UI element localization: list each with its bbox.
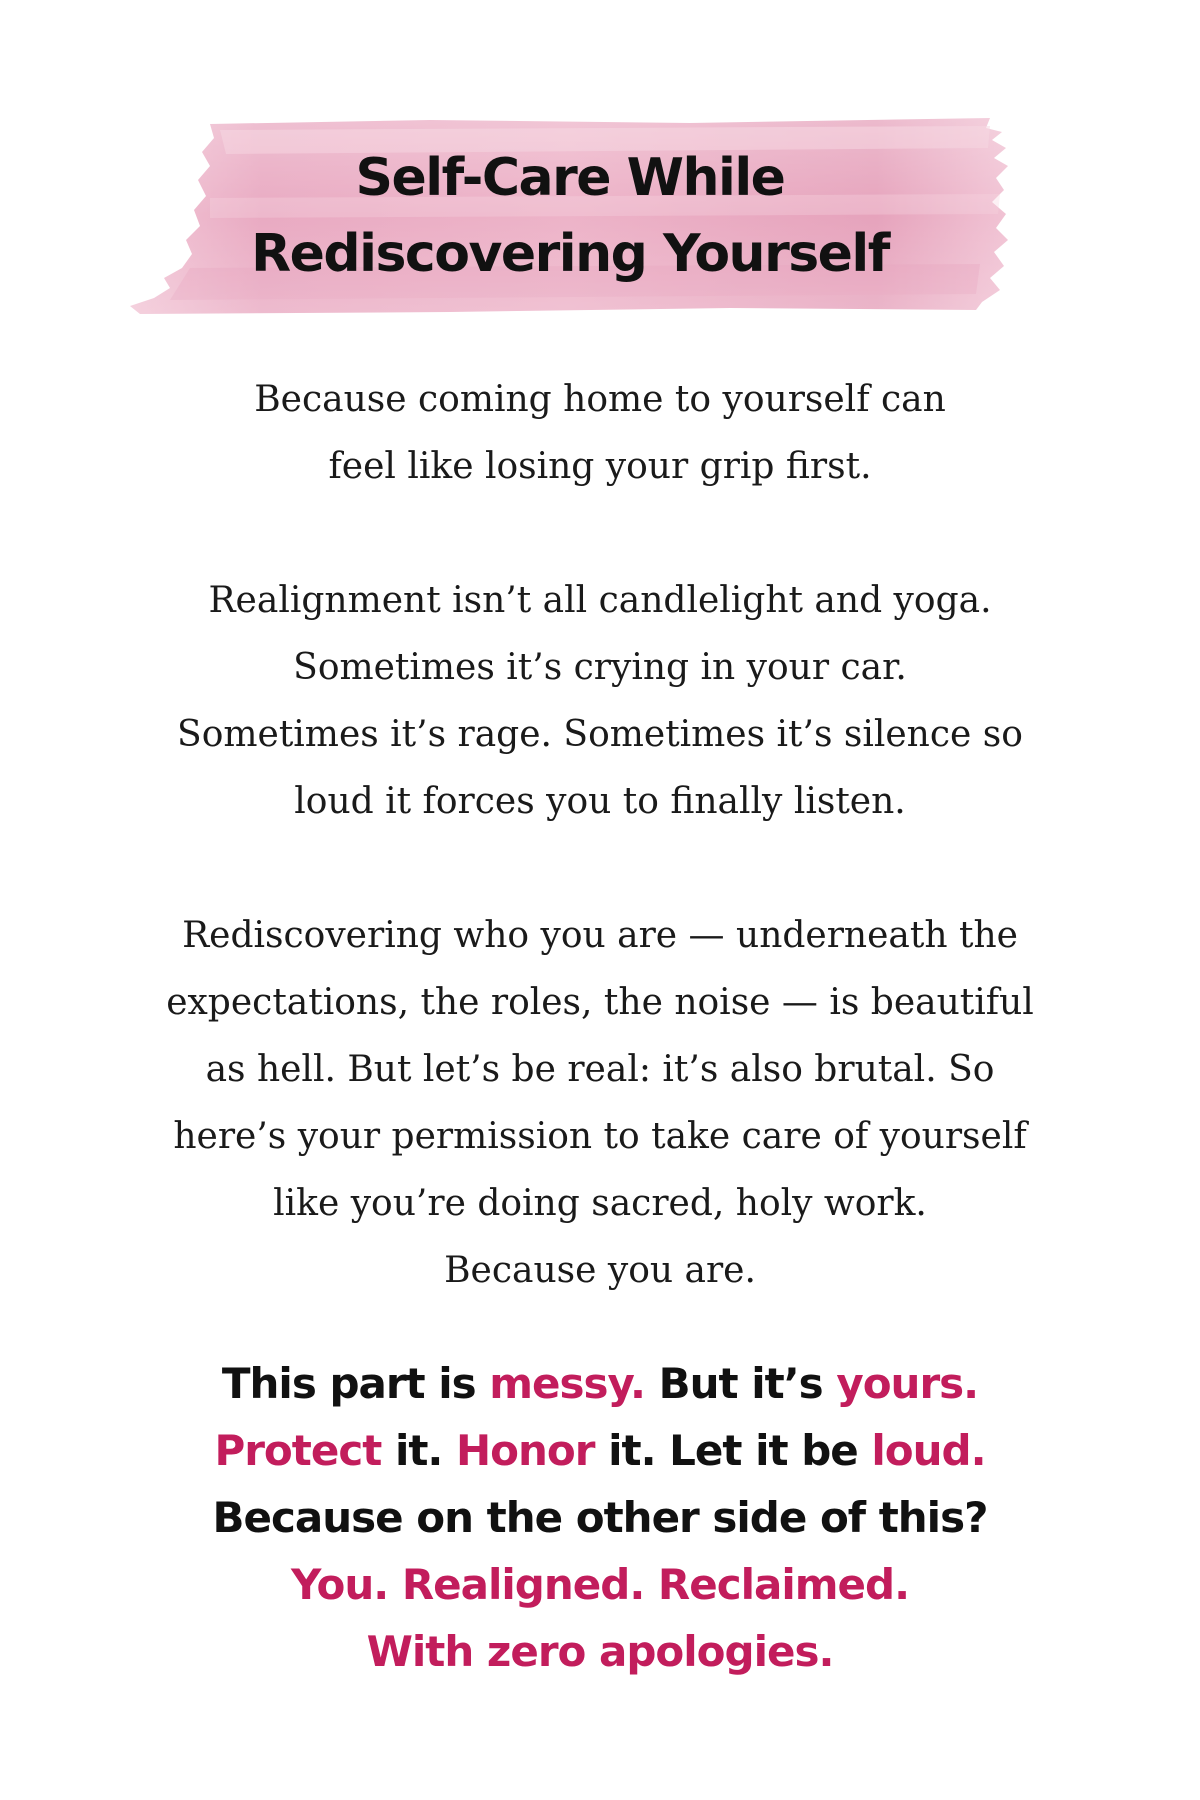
rediscovering-line-5: like you’re doing sacred, holy work. [273,1183,927,1224]
realignment-paragraph [100,567,1100,835]
rediscovering-paragraph [100,902,1100,1304]
closing-text: This part is [221,1359,490,1408]
title-line-2: Rediscovering Yourself [251,224,889,284]
closing-line-1 [100,1350,1100,1417]
intro-line-2: feel like losing your grip first. [328,446,872,487]
closing-text: it. [381,1426,457,1475]
title-banner [130,118,1010,314]
intro-line-1: Because coming home to yourself can [254,379,946,420]
highlight-protect: Protect [214,1426,382,1475]
closing-text: But it’s [645,1359,837,1408]
highlight-loud: loud. [871,1426,986,1475]
intro-paragraph [100,366,1100,500]
closing-line-5: With zero apologies. [366,1627,834,1676]
realignment-line-3: Sometimes it’s rage. Sometimes it’s silence so [177,714,1023,755]
highlight-messy: messy. [489,1359,646,1408]
realignment-line-1: Realignment isn’t all candlelight and yoga. [208,580,992,621]
closing-line-3: Because on the other side of this? [212,1493,988,1542]
closing-line-4: You. Realigned. Reclaimed. [290,1560,910,1609]
rediscovering-line-2: expectations, the roles, the noise — is beautiful [166,982,1034,1023]
page-title [130,118,1010,314]
rediscovering-line-1: Rediscovering who you are — underneath the [182,915,1018,956]
closing-line-2 [100,1417,1100,1484]
rediscovering-line-6: Because you are. [444,1250,756,1291]
highlight-yours: yours. [836,1359,979,1408]
closing-text: it. Let it be [594,1426,872,1475]
highlight-honor: Honor [456,1426,595,1475]
title-line-1: Self-Care While [355,148,785,208]
realignment-line-4: loud it forces you to finally listen. [294,781,906,822]
rediscovering-line-4: here’s your permission to take care of yourself [173,1116,1027,1157]
realignment-line-2: Sometimes it’s crying in your car. [293,647,907,688]
rediscovering-line-3: as hell. But let’s be real: it’s also brutal. So [205,1049,995,1090]
closing-statement [100,1350,1100,1685]
